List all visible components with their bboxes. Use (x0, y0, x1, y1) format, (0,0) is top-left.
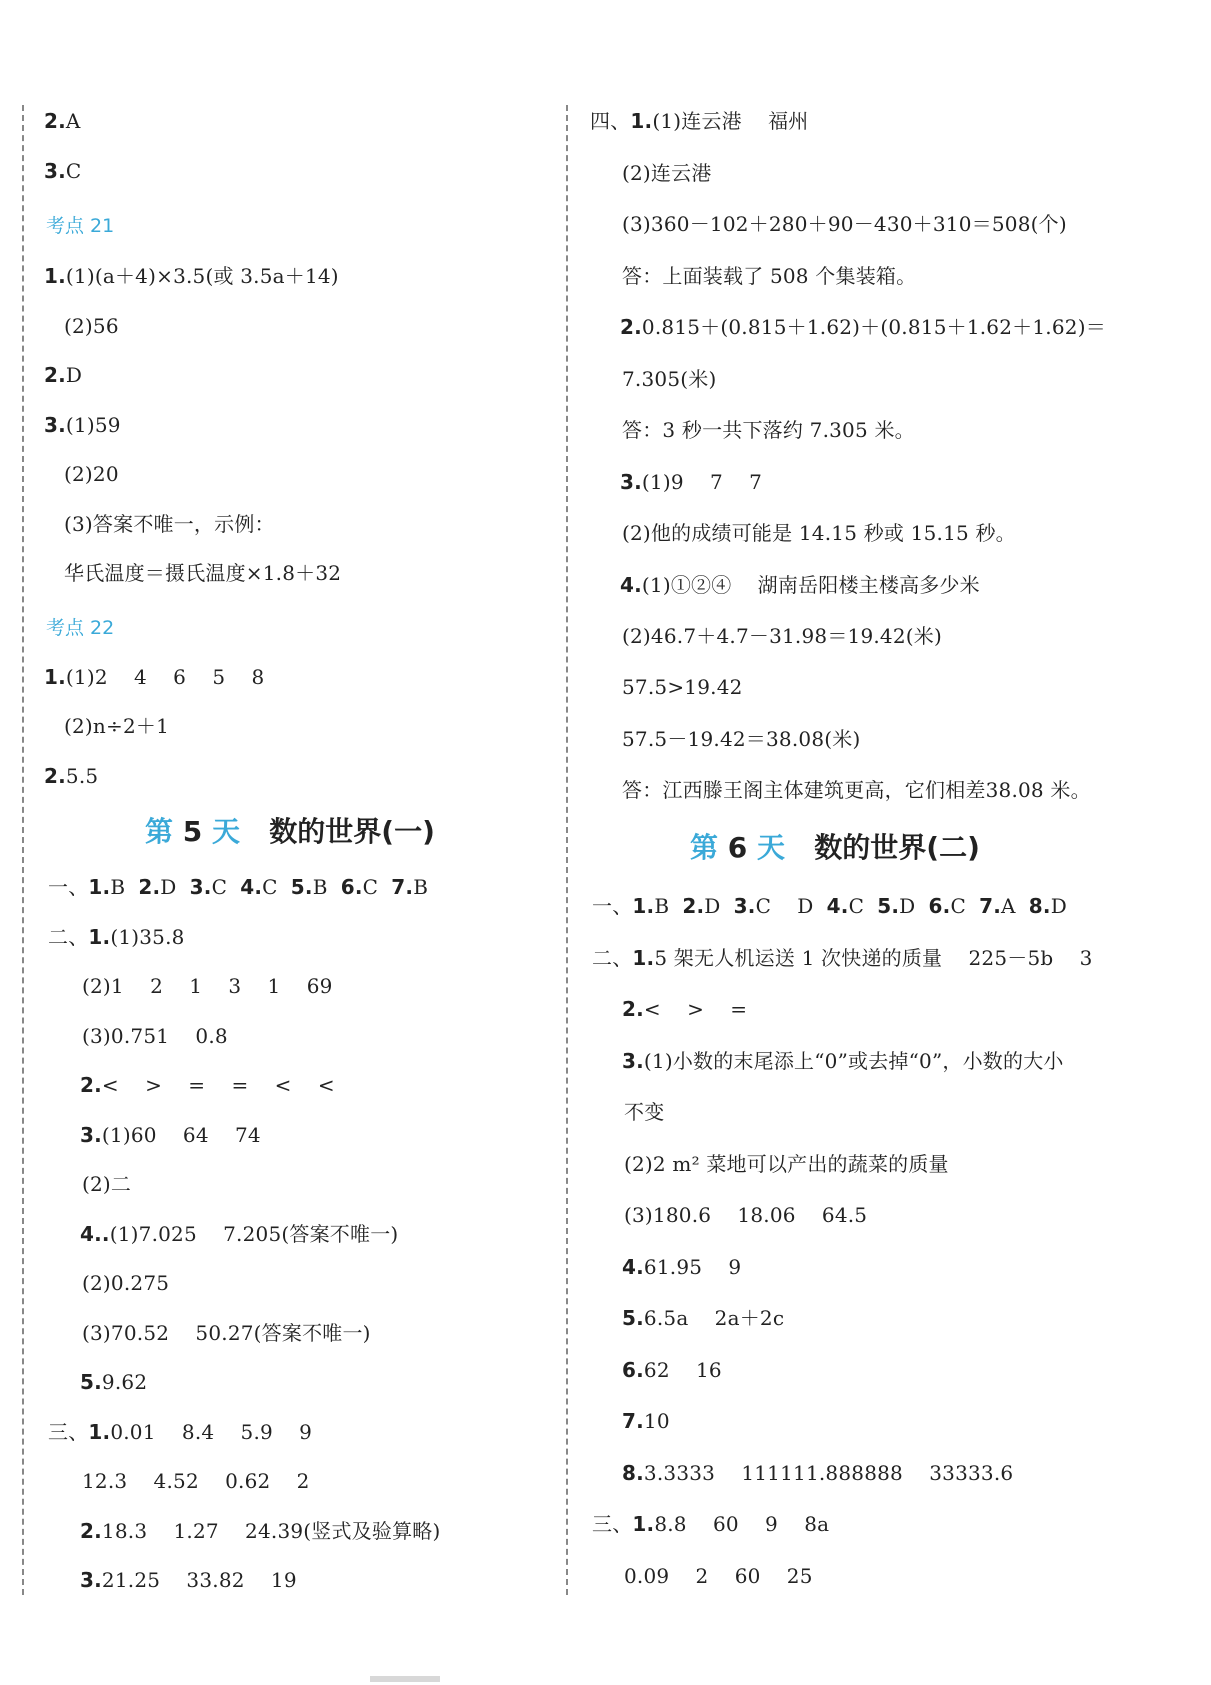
answer-line: (2)他的成绩可能是 14.15 秒或 15.15 秒。 (622, 521, 1016, 545)
answer-line: 3.(1)59 (44, 413, 121, 437)
answer-line: 二、1.5 架无人机运送 1 次快递的质量 225－5b 3 (592, 946, 1093, 970)
answer-line: 一、1.B 2.D 3.C 4.C 5.B 6.C 7.B (48, 875, 429, 899)
answer-line: 4.61.95 9 (622, 1255, 742, 1279)
answer-line: 0.09 2 60 25 (624, 1564, 813, 1588)
section-heading-kaodian-22: 考点 22 (46, 617, 115, 639)
answer-line: 一、1.B 2.D 3.C D 4.C 5.D 6.C 7.A 8.D (592, 894, 1067, 918)
answer-line: (2)n÷2＋1 (64, 714, 170, 738)
answer-line: (3)180.6 18.06 64.5 (624, 1203, 868, 1227)
answer-line: 2.A (44, 109, 81, 133)
answer-line: 答：江西滕王阁主体建筑更高，它们相差38.08 米。 (622, 778, 1091, 802)
answer-line: 7.10 (622, 1409, 670, 1433)
answer-line: (2)46.7＋4.7－31.98＝19.42(米) (622, 624, 942, 648)
answer-line: 2.< > = = < < (80, 1073, 335, 1097)
section-heading-kaodian-21: 考点 21 (46, 215, 115, 237)
answer-line: (2)56 (64, 314, 119, 338)
answer-line: 3.(1)小数的末尾添上“0”或去掉“0”，小数的大小 (622, 1049, 1064, 1073)
answer-line: 2.< > = (622, 997, 748, 1021)
answer-line: (2)连云港 (622, 161, 712, 185)
answer-line: 2.18.3 1.27 24.39(竖式及验算略) (80, 1519, 441, 1543)
left-margin-dashed-line (22, 105, 24, 1595)
answer-line: 3.(1)9 7 7 (620, 470, 763, 494)
answer-line: 12.3 4.52 0.62 2 (82, 1469, 310, 1493)
answer-line: 2.0.815＋(0.815＋1.62)＋(0.815＋1.62＋1.62)＝ (620, 315, 1106, 339)
answer-line: 三、1.8.8 60 9 8a (592, 1512, 830, 1536)
answer-line: 1.(1)2 4 6 5 8 (44, 665, 265, 689)
day-5-title: 第 5 天 数的世界(一) (145, 815, 435, 848)
answer-line: 1.(1)(a＋4)×3.5(或 3.5a＋14) (44, 264, 339, 288)
answer-line: 57.5－19.42＝38.08(米) (622, 727, 861, 751)
answer-line: 二、1.(1)35.8 (48, 925, 185, 949)
answer-line: 6.62 16 (622, 1358, 722, 1382)
answer-line: (2)二 (82, 1172, 132, 1196)
answer-line: 3.(1)60 64 74 (80, 1123, 261, 1147)
answer-line: 华氏温度＝摄氏温度×1.8＋32 (64, 561, 342, 585)
answer-line: 57.5>19.42 (622, 675, 743, 699)
answer-line: 答：3 秒一共下落约 7.305 米。 (622, 418, 915, 442)
answer-line: (3)70.52 50.27(答案不唯一) (82, 1321, 371, 1345)
answer-line: 5.6.5a 2a＋2c (622, 1306, 785, 1330)
column-divider-dashed-line (566, 105, 568, 1595)
answer-line: 2.5.5 (44, 764, 99, 788)
day-6-title: 第 6 天 数的世界(二) (690, 831, 980, 864)
answer-line: (3)360－102＋280＋90－430＋310＝508(个) (622, 212, 1067, 236)
answer-line: (2)1 2 1 3 1 69 (82, 974, 333, 998)
answer-line: 3.C (44, 159, 82, 183)
answer-line: 三、1.0.01 8.4 5.9 9 (48, 1420, 313, 1444)
footer-mark (370, 1676, 440, 1682)
answer-line: 5.9.62 (80, 1370, 148, 1394)
answer-line: 四、1.(1)连云港 福州 (590, 109, 809, 133)
answer-line: 4..(1)7.025 7.205(答案不唯一) (80, 1222, 399, 1246)
answer-line: 7.305(米) (622, 367, 717, 391)
answer-line: 3.21.25 33.82 19 (80, 1568, 297, 1592)
answer-line: (2)20 (64, 462, 119, 486)
answer-line: (2)0.275 (82, 1271, 170, 1295)
answer-line: (3)0.751 0.8 (82, 1024, 228, 1048)
answer-line: (3)答案不唯一，示例： (64, 512, 275, 536)
answer-line: (2)2 m² 菜地可以产出的蔬菜的质量 (624, 1152, 949, 1176)
answer-line: 4.(1)①②④ 湖南岳阳楼主楼高多少米 (620, 573, 980, 597)
answer-line: 不变 (624, 1100, 665, 1124)
answer-line: 2.D (44, 363, 83, 387)
answer-line: 答：上面装载了 508 个集装箱。 (622, 264, 917, 288)
answer-line: 8.3.3333 111111.888888 33333.6 (622, 1461, 1014, 1485)
